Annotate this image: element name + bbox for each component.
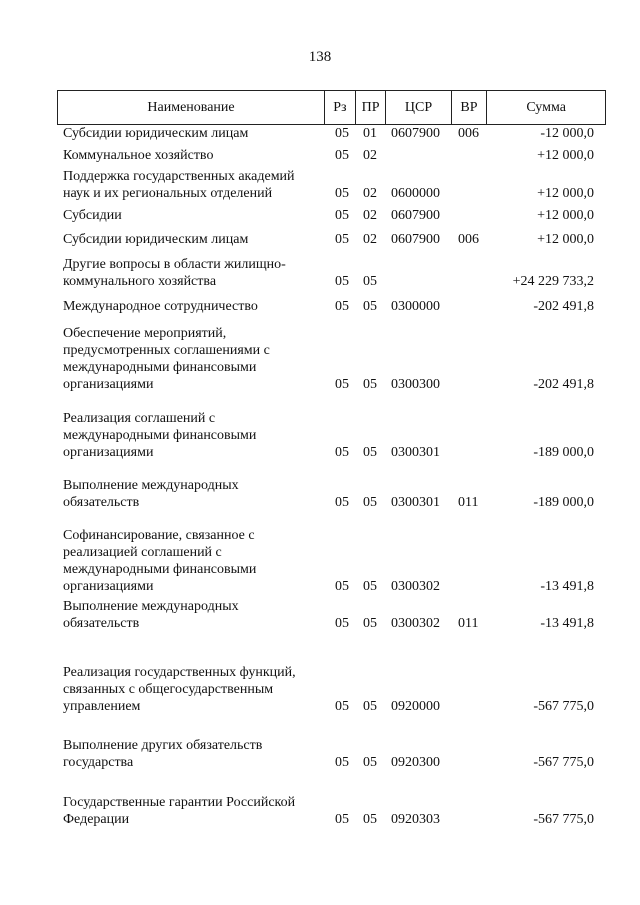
row-name-line: связанных с общегосударственным: [63, 682, 274, 697]
row-name-line: Международное сотрудничество: [63, 299, 258, 314]
row-pr: 05: [363, 299, 377, 314]
row-sum: -12 000,0: [540, 126, 594, 141]
row-name-line: Государственные гарантии Российской: [63, 795, 296, 810]
row-name-line: Обеспечение мероприятий,: [63, 326, 227, 341]
row-sum: -567 775,0: [533, 699, 594, 714]
row-name: [57, 737, 327, 771]
row-name: [57, 168, 327, 202]
row-pr: 05: [363, 616, 377, 631]
row-sum: -189 000,0: [533, 445, 594, 460]
row-csr: 0300302: [391, 579, 440, 594]
table-row: [57, 125, 606, 142]
row-csr: 0607900: [391, 208, 440, 223]
row-csr: 0600000: [391, 186, 440, 201]
row-name-line: управлением: [63, 699, 141, 714]
row-vr: 011: [458, 495, 479, 510]
table-row: [57, 794, 606, 828]
row-pr: 01: [363, 126, 377, 141]
header-rz: Рз: [324, 91, 355, 124]
row-vr: 006: [458, 126, 479, 141]
row-name-line: реализацией соглашений с: [63, 545, 222, 560]
row-name-line: Субсидии юридическим лицам: [63, 126, 249, 141]
row-pr: 02: [363, 148, 377, 163]
row-pr: 05: [363, 812, 377, 827]
row-name-line: Другие вопросы в области жилищно-: [63, 257, 286, 272]
row-sum: -202 491,8: [533, 377, 594, 392]
row-rz: 05: [335, 445, 349, 460]
header-pr: ПР: [355, 91, 386, 124]
row-csr: 0300300: [391, 377, 440, 392]
row-pr: 05: [363, 699, 377, 714]
row-name-line: Федерации: [63, 812, 130, 827]
row-name: [57, 207, 327, 224]
row-name: [57, 231, 327, 248]
table-row: [57, 737, 606, 771]
table-row: [57, 477, 606, 511]
row-pr: 05: [363, 495, 377, 510]
row-pr: 02: [363, 232, 377, 247]
row-pr: 05: [363, 445, 377, 460]
row-name: [57, 147, 327, 164]
row-rz: 05: [335, 579, 349, 594]
header-sum: Сумма: [486, 91, 606, 124]
row-name: [57, 664, 327, 715]
row-name: [57, 256, 327, 290]
table-row: [57, 410, 606, 461]
row-name: [57, 298, 327, 315]
header-name: Наименование: [57, 91, 324, 124]
row-sum: +12 000,0: [537, 232, 594, 247]
row-name: [57, 477, 327, 511]
row-sum: +12 000,0: [537, 208, 594, 223]
row-rz: 05: [335, 148, 349, 163]
row-name-line: Субсидии: [63, 208, 122, 223]
table-row: [57, 598, 606, 632]
row-csr: 0920000: [391, 699, 440, 714]
page-number: 138: [308, 49, 332, 65]
row-name-line: международными финансовыми: [63, 360, 257, 375]
table-row: [57, 168, 606, 202]
row-name-line: Реализация государственных функций,: [63, 665, 296, 680]
table-row: [57, 298, 606, 315]
table-row: [57, 256, 606, 290]
row-rz: 05: [335, 616, 349, 631]
header-vr: ВР: [451, 91, 487, 124]
row-name: [57, 325, 327, 393]
row-sum: +12 000,0: [537, 148, 594, 163]
row-name-line: обязательств: [63, 616, 140, 631]
row-csr: 0920303: [391, 812, 440, 827]
row-csr: 0300302: [391, 616, 440, 631]
row-sum: -13 491,8: [540, 579, 594, 594]
row-name-line: государства: [63, 755, 134, 770]
row-pr: 05: [363, 755, 377, 770]
table-header: [57, 90, 606, 125]
table-row: [57, 527, 606, 595]
row-name: [57, 410, 327, 461]
row-pr: 05: [363, 377, 377, 392]
row-rz: 05: [335, 812, 349, 827]
row-csr: 0607900: [391, 126, 440, 141]
row-name: [57, 125, 327, 142]
row-pr: 02: [363, 186, 377, 201]
table-row: [57, 664, 606, 715]
row-name-line: Выполнение других обязательств: [63, 738, 263, 753]
row-name-line: коммунального хозяйства: [63, 274, 217, 289]
row-rz: 05: [335, 755, 349, 770]
table-row: [57, 147, 606, 164]
row-name: [57, 598, 327, 632]
row-sum: +24 229 733,2: [512, 274, 594, 289]
row-sum: -567 775,0: [533, 755, 594, 770]
row-sum: +12 000,0: [537, 186, 594, 201]
table-row: [57, 207, 606, 224]
budget-table: [57, 90, 606, 827]
row-rz: 05: [335, 699, 349, 714]
row-name-line: международными финансовыми: [63, 562, 257, 577]
row-pr: 02: [363, 208, 377, 223]
row-rz: 05: [335, 208, 349, 223]
row-rz: 05: [335, 126, 349, 141]
row-name-line: Коммунальное хозяйство: [63, 148, 214, 163]
row-name-line: международными финансовыми: [63, 428, 257, 443]
row-csr: 0920300: [391, 755, 440, 770]
row-name-line: предусмотренных соглашениями с: [63, 343, 270, 358]
row-pr: 05: [363, 579, 377, 594]
row-csr: 0607900: [391, 232, 440, 247]
row-name-line: Субсидии юридическим лицам: [63, 232, 249, 247]
row-name-line: Выполнение международных: [63, 478, 239, 493]
row-rz: 05: [335, 377, 349, 392]
row-rz: 05: [335, 274, 349, 289]
row-name: [57, 527, 327, 595]
row-name-line: организациями: [63, 445, 154, 460]
row-rz: 05: [335, 232, 349, 247]
header-csr: ЦСР: [385, 91, 450, 124]
row-name-line: организациями: [63, 377, 154, 392]
row-csr: 0300000: [391, 299, 440, 314]
row-sum: -13 491,8: [540, 616, 594, 631]
row-name-line: Софинансирование, связанное с: [63, 528, 255, 543]
row-name: [57, 794, 327, 828]
row-sum: -567 775,0: [533, 812, 594, 827]
row-rz: 05: [335, 495, 349, 510]
row-vr: 011: [458, 616, 479, 631]
row-rz: 05: [335, 186, 349, 201]
row-pr: 05: [363, 274, 377, 289]
row-csr: 0300301: [391, 445, 440, 460]
table-row: [57, 231, 606, 248]
row-sum: -189 000,0: [533, 495, 594, 510]
row-name-line: Реализация соглашений с: [63, 411, 216, 426]
row-name-line: наук и их региональных отделений: [63, 186, 273, 201]
row-csr: 0300301: [391, 495, 440, 510]
table-row: [57, 325, 606, 393]
row-name-line: организациями: [63, 579, 154, 594]
row-name-line: Выполнение международных: [63, 599, 239, 614]
row-vr: 006: [458, 232, 479, 247]
row-rz: 05: [335, 299, 349, 314]
row-sum: -202 491,8: [533, 299, 594, 314]
row-name-line: обязательств: [63, 495, 140, 510]
row-name-line: Поддержка государственных академий: [63, 169, 295, 184]
